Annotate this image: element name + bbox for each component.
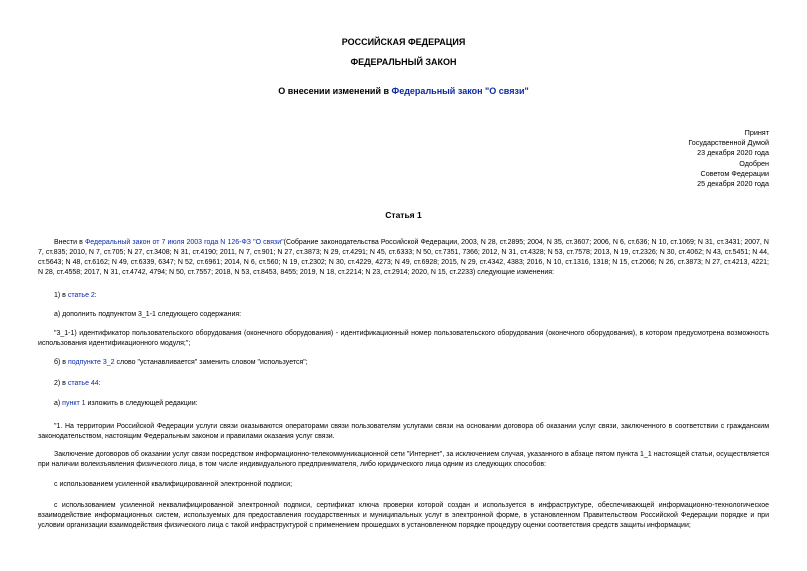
point-1-link[interactable]: пункт 1 bbox=[62, 400, 86, 407]
item-2 bbox=[38, 379, 769, 389]
item-2a-quote: "1. На территории Российской Федерации услуги связи оказываются операторами связи пользователям услугами связи на основании договора об оказании услуг связи, заключенного в соответствии с гражданским законодательством, настоящим Федеральным законом и правилами оказания услуг связи. bbox=[38, 423, 769, 440]
law-title-link[interactable]: Федеральный закон "О связи" bbox=[391, 86, 529, 96]
qualified-signature-paragraph: с использованием усиленной квалифицированной электронной подписи; bbox=[54, 481, 293, 488]
council-label: Советом Федерации bbox=[700, 168, 769, 178]
item-2-post: : bbox=[98, 380, 101, 387]
article-title: Статья 1 bbox=[385, 210, 422, 220]
item-2a-pre: а) bbox=[54, 400, 63, 407]
intro-law-link[interactable]: Федеральный закон от 7 июля 2003 года N 126-ФЗ "О связи" bbox=[84, 239, 284, 246]
item-1-post: : bbox=[94, 292, 97, 299]
item-2a bbox=[38, 399, 769, 409]
law-title bbox=[0, 86, 807, 96]
unqualified-signature-paragraph: с использованием усиленной неквалифицированной электронной подписи, сертификат ключа проверки которой создан и используется в инфраструктуре, обеспечивающей информационно-технологическое взаимодействие информационных систем, используемых для предоставления государственных и муниципальных услуг в электронной форме, в установленном Правительством Российской Федерации порядке и при условии организации взаимодействия физического лица с такой инфраструктурой с применением прошедших в установленном порядке процедуру оценки соответствия средств защиты информации; bbox=[38, 502, 769, 529]
item-1 bbox=[38, 291, 769, 301]
contract-paragraph: Заключение договоров об оказании услуг связи посредством информационно-телекоммуникационной сети "Интернет", за исключением случая, указанного в абзаце пятом пункта 1_1 настоящей статьи, осуществляется при наличии волеизъявления физического лица, в том числе индивидуального предпринимателя, либо юридического лица одним из следующих способов: bbox=[38, 451, 769, 468]
item-2-pre: 2) в bbox=[54, 380, 68, 387]
item-1b-post: слово "устанавливается" заменить словом "используется"; bbox=[114, 359, 308, 366]
intro-pre: Внести в bbox=[54, 239, 85, 246]
subitem-3-2-link[interactable]: подпункте 3_2 bbox=[67, 359, 115, 366]
item-1b-pre: б) в bbox=[54, 359, 68, 366]
article-2-link[interactable]: статье 2 bbox=[67, 292, 95, 299]
law-type-heading: ФЕДЕРАЛЬНЫЙ ЗАКОН bbox=[350, 57, 457, 67]
item-1a-quote: "3_1-1) идентификатор пользовательского оборудования (оконечного оборудования) - идентификационный номер пользовательского оборудования (оконечного оборудования), в котором предусмотрена возможность использования идентификационного модуля;"; bbox=[38, 330, 769, 347]
item-1-pre: 1) в bbox=[54, 292, 68, 299]
accepted-label: Принят bbox=[744, 128, 769, 137]
item-1a: а) дополнить подпунктом 3_1-1 следующего содержания: bbox=[54, 311, 242, 318]
duma-date: 23 декабря 2020 года bbox=[697, 148, 769, 158]
duma-label: Государственной Думой bbox=[688, 138, 769, 148]
approved-label: Одобрен bbox=[739, 158, 769, 168]
item-2a-post: изложить в следующей редакции: bbox=[85, 400, 198, 407]
intro-paragraph bbox=[38, 238, 769, 278]
council-date: 25 декабря 2020 года bbox=[697, 179, 769, 189]
intro-rest: (Собрание законодательства Российской Федерации, 2003, N 28, ст.2895; 2004, N 35, ст.3607; 2006, N 6, ст.636; N 10, ст.1069; N 31, ст.3431; 2007, N 7, ст.835; 2010, N 7, ст.705; N 27, ст.3408; N 31, ст.4190; 2011, N 7, ст.901; N 27, ст.3873; N 29, ст.4291; N 45, ст.6333; N 50, ст.7351, 7366; 2012, N 31, ст.4328; N 53, ст.7578; 2013, N 19, ст.2326; N 30, ст.4062; N 43, ст.5451; N 44, ст.5643; N 48, ст.6162; N 49, ст.6339, 6347; N 52, ст.6961; 2014, N 6, ст.560; N 19, ст.2302; N 30, ст.4229, 4273; N 49, ст.6928; 2015, N 29, ст.4342, 4383; 2016, N 10, ст.1316, 1318; N 15, ст.2066; N 26, ст.3873; N 27, ст.4213, 4221; N 28, ст.4558; 2017, N 31, ст.4742, 4794; N 50, ст.7557; 2018, N 53, ст.8453, 8455; 2019, N 18, ст.2214; N 23, ст.2914; 2020, N 15, ст.2233) следующие изменения: bbox=[38, 239, 769, 276]
federation-heading: РОССИЙСКАЯ ФЕДЕРАЦИЯ bbox=[341, 37, 466, 47]
article-44-link[interactable]: статье 44 bbox=[67, 380, 99, 387]
acceptance-block bbox=[688, 128, 769, 189]
item-1b bbox=[38, 358, 769, 368]
law-title-prefix: О внесении изменений в bbox=[278, 86, 392, 96]
